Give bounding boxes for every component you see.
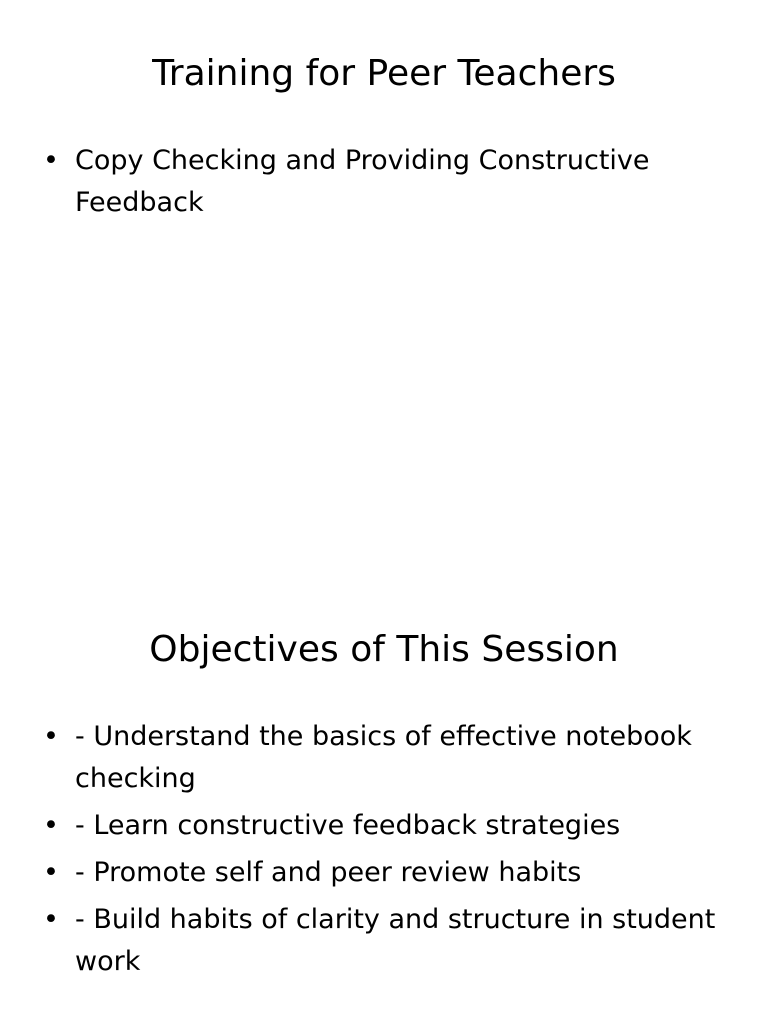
bullet-icon: • <box>43 810 59 841</box>
bullet-list <box>38 140 728 229</box>
bullet-text: - Promote self and peer review habits <box>75 857 582 888</box>
bullet-icon: • <box>43 904 59 935</box>
list-item <box>38 716 728 800</box>
bullet-text: - Learn constructive feedback strategies <box>75 810 621 841</box>
list-item <box>38 140 728 224</box>
bullet-text: - Build habits of clarity and structure in student work <box>75 904 716 977</box>
slide-title: Objectives of This Session <box>149 629 619 670</box>
list-item <box>38 805 728 847</box>
list-item <box>38 899 728 983</box>
bullet-icon: • <box>43 145 59 176</box>
slide-2 <box>0 576 768 1024</box>
bullet-list <box>38 716 728 988</box>
list-item <box>38 852 728 894</box>
bullet-icon: • <box>43 721 59 752</box>
bullet-text: - Understand the basics of effective notebook checking <box>75 721 692 794</box>
slide-title: Training for Peer Teachers <box>152 53 616 94</box>
bullet-icon: • <box>43 857 59 888</box>
bullet-text: Copy Checking and Providing Constructive Feedback <box>75 145 650 218</box>
